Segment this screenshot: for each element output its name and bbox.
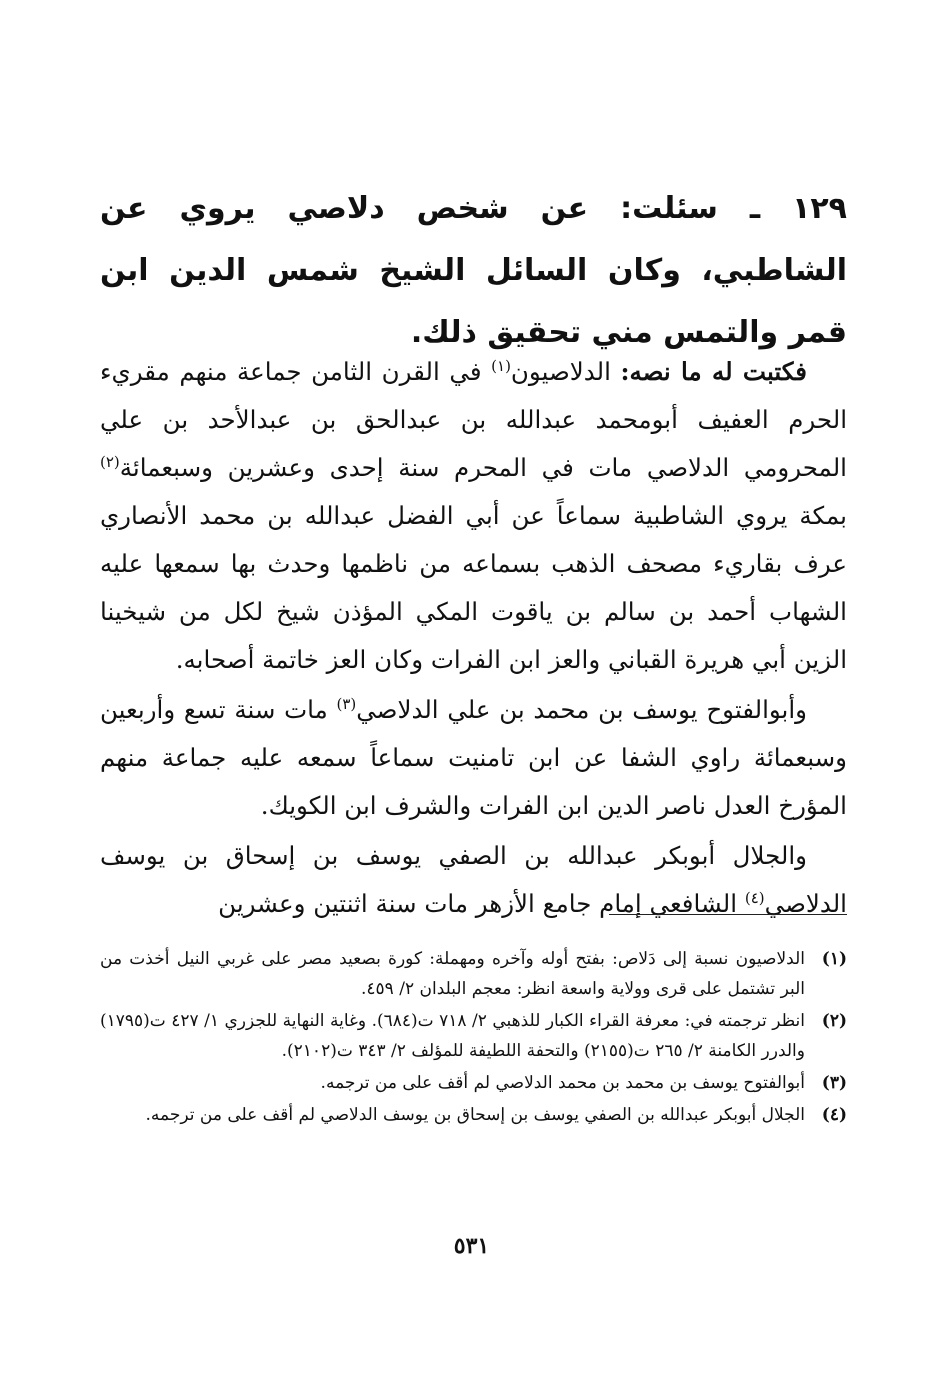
footnote <box>100 944 847 1004</box>
footnote-number: (٣) <box>821 1073 847 1093</box>
question-heading: ١٢٩ ـ سئلت: عن شخص دلاصي يروي عن الشاطبي، وكان السائل الشيخ شمس الدين ابن قمر والتمس مني تحقيق ذلك. <box>100 191 847 350</box>
footnote-ref-3[interactable]: (٣) <box>336 694 357 713</box>
footnote-text: انظر ترجمته في: معرفة القراء الكبار للذهبي ٢/ ٧١٨ ت(٦٨٤). وغاية النهاية للجزري ١/ ٤٢٧ ت(١٧٩٥) والدرر الكامنة ٢/ ٢٦٥ ت(٢١٥٥) والتحفة اللطيفة للمؤلف ٢/ ٣٤٣ ت(٢١٠٢). <box>100 1011 805 1061</box>
footnote-text: الجلال أبوبكر عبدالله بن الصفي يوسف بن إسحاق بن يوسف الدلاصي لم أقف على من ترجمه. <box>145 1105 805 1125</box>
footnote-text: أبوالفتوح يوسف بن محمد بن محمد الدلاصي لم أقف على من ترجمه. <box>320 1073 805 1093</box>
footnote <box>100 1006 847 1066</box>
paragraph-2-text-b: مات سنة تسع وأربعين وسبعمائة راوي الشفا عن ابن تامنيت سماعاً سمعه عليه جماعة منهم المؤرخ العدل ناصر الدين ابن الفرات والشرف ابن الكويك. <box>100 695 847 820</box>
footnote-ref-1[interactable]: (١) <box>491 356 511 375</box>
page-number: ٥٣١ <box>453 1233 490 1259</box>
paragraph-2-text-a: وأبوالفتوح يوسف بن محمد بن علي الدلاصي <box>356 695 807 724</box>
footnote-number: (٤) <box>821 1105 847 1125</box>
paragraph-3-text-b: الشافعي إمام جامع الأزهر مات سنة اثنتين وعشرين <box>218 889 745 918</box>
footnote-number: (١) <box>821 949 847 969</box>
paragraph-1 <box>100 348 847 684</box>
answer-lead: فكتبت له ما نصه: <box>620 357 807 386</box>
paragraph-1-text-c: بمكة يروي الشاطبية سماعاً عن أبي الفضل عبدالله بن محمد الأنصاري عرف بقاريء مصحف الذهب بسماعه من ناظمها وحدث بها سمعها عليه الشهاب أحمد بن سالم بن ياقوت المكي المؤذن شيخ لكل من شيخينا الزين أبي هريرة القباني والعز ابن الفرات وكان العز خاتمة أصحابه. <box>100 501 847 674</box>
footnote <box>100 1068 847 1098</box>
footnote-divider <box>609 914 847 915</box>
main-text <box>100 348 847 928</box>
footnotes <box>100 944 847 1132</box>
footnote-ref-4[interactable]: (٤) <box>744 888 765 907</box>
paragraph-1-text-a: الدلاصيون <box>510 357 621 386</box>
paragraph-1-text-b: في القرن الثامن جماعة منهم مقريء الحرم العفيف أبومحمد عبدالله بن عبدالحق بن عبدالأحد بن علي المحرومي الدلاصي مات في المحرم سنة إحدى وعشرين وسبعمائة <box>100 357 847 482</box>
paragraph-3-text-a: والجلال أبوبكر عبدالله بن الصفي يوسف بن إسحاق بن يوسف الدلاصي <box>100 841 847 918</box>
paragraph-2 <box>100 686 847 830</box>
footnote-ref-2[interactable]: (٢) <box>100 452 120 471</box>
footnote-number: (٢) <box>821 1011 847 1031</box>
footnote <box>100 1100 847 1130</box>
footnote-text: الدلاصيون نسبة إلى دَلاص: بفتح أوله وآخره ومهملة: كورة بصعيد مصر على غربي النيل أخذت من البر تشتمل على قرى وولاية واسعة انظر: معجم البلدان ٢/ ٤٥٩. <box>100 949 805 999</box>
